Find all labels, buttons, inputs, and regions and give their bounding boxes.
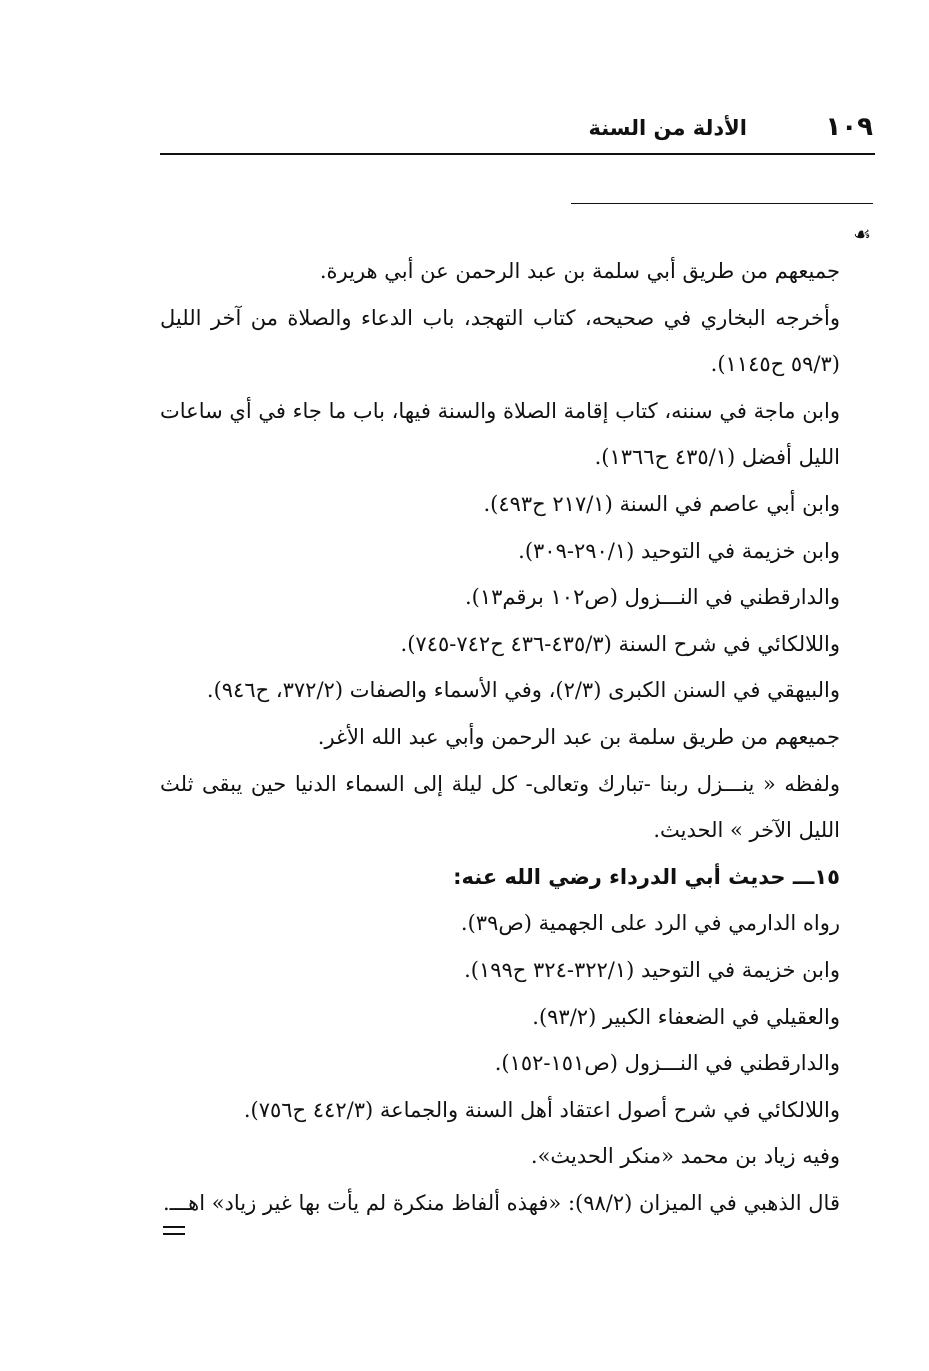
body-text <box>160 248 840 1226</box>
text-line: والبيهقي في السنن الكبرى (٢/٣)، وفي الأسماء والصفات (٣٧٢/٢، ح٩٤٦). <box>206 678 840 703</box>
text-line: واللالكائي في شرح السنة (٤٣٥/٣-٤٣٦ ح٧٤٢-٧٤٥). <box>400 631 840 656</box>
text-line: وابن خزيمة في التوحيد (٣٢٢/١-٣٢٤ ح١٩٩). <box>464 957 840 982</box>
section-heading: ١٥ـــ حديث أبي الدرداء رضي الله عنه: <box>453 864 840 889</box>
running-title: الأدلة من السنة <box>588 116 747 140</box>
text-line: رواه الدارمي في الرد على الجهمية (ص٣٩). <box>460 911 840 936</box>
end-mark <box>163 1226 185 1240</box>
text-line: جميعهم من طريق سلمة بن عبد الرحمن وأبي عبد الله الأغر. <box>317 724 840 749</box>
page-header <box>160 112 875 152</box>
text-line: الليل الآخر » الحديث. <box>653 818 840 843</box>
text-line: الليل أفضل (٤٣٥/١ ح١٣٦٦). <box>594 445 840 470</box>
text-line: وأخرجه البخاري في صحيحه، كتاب التهجد، باب الدعاء والصلاة من آخر الليل <box>160 305 840 330</box>
text-line: وابن ماجة في سننه، كتاب إقامة الصلاة والسنة فيها، باب ما جاء في أي ساعات <box>160 398 840 423</box>
header-rule <box>160 153 875 155</box>
text-line: قال الذهبي في الميزان (٩٨/٢): «فهذه ألفاظ منكرة لم يأت بها غير زياد» اهـــ. <box>162 1190 840 1215</box>
text-line: (٥٩/٣ ح١١٤٥). <box>710 352 840 377</box>
text-line: وابن أبي عاصم في السنة (٢١٧/١ ح٤٩٣). <box>483 491 840 516</box>
footnote-rule <box>571 203 873 204</box>
page-number: ١٠٩ <box>825 112 873 142</box>
text-line: والدارقطني في النـــزول (ص١٥١-١٥٢). <box>494 1051 840 1076</box>
text-line: واللالكائي في شرح أصول اعتقاد أهل السنة والجماعة (٤٤٢/٣ ح٧٥٦). <box>243 1097 840 1122</box>
text-line: والدارقطني في النـــزول (ص١٠٢ برقم١٣). <box>464 585 840 610</box>
text-line: وفيه زياد بن محمد «منكر الحديث». <box>530 1144 840 1169</box>
text-line: جميعهم من طريق أبي سلمة بن عبد الرحمن عن أبي هريرة. <box>319 259 840 283</box>
text-line: والعقيلي في الضعفاء الكبير (٩٣/٢). <box>532 1004 840 1029</box>
text-line: ولفظه « ينـــزل ربنا -تبارك وتعالى- كل ليلة إلى السماء الدنيا حين يبقى ثلث <box>160 771 840 796</box>
text-line: وابن خزيمة في التوحيد (٢٩٠/١-٣٠٩). <box>518 538 840 563</box>
continuation-mark: ☙ <box>853 222 871 246</box>
